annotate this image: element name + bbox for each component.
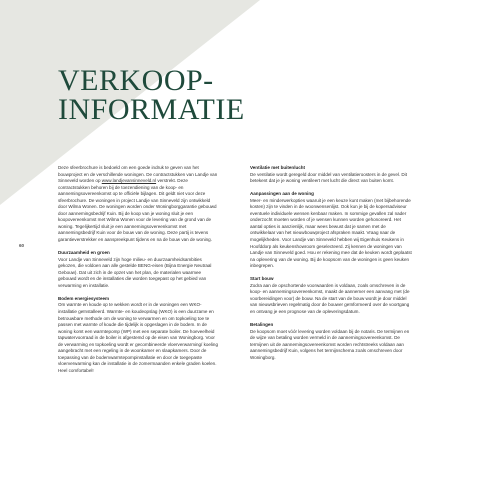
section-heading: Ventilatie met buitenlucht	[250, 165, 306, 170]
right-column	[250, 165, 412, 368]
section-betalingen	[250, 322, 412, 361]
section-body: Zodra aan de opschortende voorwaarden is voldaan, zoals omschreven in de koop- en aannemingsovereenkomst, maakt de aannemer een aanvang met (de voorbereidingen voor) de bouw. Na de start van de bouw wordt je door middel van nieuwsbrieven regelmatig door de bouwer geïnformeerd over de voortgang en ontvang je een prognose van de opleveringsdatum.	[250, 282, 410, 315]
section-heading: Duurzaamheid en groen	[58, 250, 110, 256]
section-duurzaamheid	[58, 250, 220, 289]
section-body: Voor Landje van Sinneveld zijn hoge milieu- en duurzaamheidsambities gekozen, die voldoen aan alle gestelde BENG-eisen (Bijna Energie Neutraal Gebouw). Dat uit zich in de opzet van het plan, de materialen waarmee gebouwd wordt en de installaties die worden toegepast op het gebied van verwarming en installatie.	[58, 256, 212, 288]
website-link[interactable]: www.landjevansinneveld.nl	[101, 178, 157, 184]
section-aanpassingen	[250, 191, 412, 270]
intro-text-after-link: verstrekt. Deze contractstukken behoren bij de toezendiening van de koop- en aannemingsovereenkomst op te officiële bijlagen. Dit geldt niet voor deze sfeerbrochure. De woningen in project Landje van Sinneveld zijn ontwikkeld door Wilma Wonen. De woningen worden onder Woningborggarantie gebouwd door aannemingsbedrijf Kuin. Bij de koop van je woning sluit je een koopovereenkomst met Wilma Wonen voor de levering van de grond van de woning. Tegelijkertijd sluit je een aannemingsovereenkomst met aannemingsbedrijf Kuin voor de bouw van de woning. Deze partij is tevens garantieverstrekker en aanspreekpunt tijdens en na de bouw van de woning.	[58, 178, 217, 243]
page-title	[58, 66, 245, 124]
section-body: De koopsom moet vóór levering worden voldaan bij de notaris. De termijnen en de wijze van betaling worden vermeld in de aannemingsovereenkomst. De termijnen uit de aannemingsovereenkomst worden rechtstreeks voldaan aan aannemingsbedrijf Kuin, volgens het termijnschema zoals omschreven door Woningborg.	[250, 328, 410, 360]
section-ventilatie	[250, 165, 412, 185]
section-heading: Bodem energiesysteem	[58, 295, 110, 301]
left-column	[58, 165, 220, 381]
section-body: Meer- en minderwerkopties waaruit je een keuze kunt maken (met bijbehorende kosten) zijn te vinden in de woonwensenlijst. Ook kun je bij de kopersadviseur eventuele individuele wensen kenbaar maken. In sommige gevallen zal nader onderzocht moeten worden of je wensen kunnen worden gehonoreerd. Het aantal opties is aanzienlijk, maar wees bewust dat je samen met de ontwikkelaar van het nieuwbouwproject afspraken maakt. Vraag naar de mogelijkheden. Voor Landje van Sinneveld hebben wij Eigenhuis Keukens in Hoofddorp als keukenshowroom geselecteerd. Zij kennen de woningen van Landje van Sinneveld goed. Hou er rekening mee dat de keuken wordt geplaatst na oplevering van de woning. Bij de koopsom van de woningen is geen keuken inbegrepen.	[250, 197, 412, 269]
section-body: De ventilatie wordt geregeld door middel van ventilatieroosters in de gevel. Dit betekent dat je je woning ventileert met lucht die direct van buiten komt.	[250, 171, 407, 184]
section-heading: Betalingen	[250, 322, 274, 328]
title-line-2: INFORMATIE	[58, 93, 245, 126]
title-line-1: VERKOOP-	[58, 64, 214, 97]
section-bodem-energiesysteem	[58, 296, 220, 375]
page-number: 60	[19, 243, 25, 248]
section-body: Om warmte en koude op te wekken wordt er in de woningen een WKO-installatie geïnstalleerd. Warmte- en koudeopslag (WKO) is een duurzame en betrouwbare methode om de woning te verwarmen en om topkoeling toe te passen met warmte of koude die tijdelijk is opgeslagen in de bodem. In de woning komt een warmtepomp (WP) met een separate boiler. De hoeveelheid tapwatervoorraad in de boiler is afgestemd op de eisen van Woningborg. Voor de verwarming en topkoeling wordt er gecombineerde vloerverwarming/ koeling aangebracht met een regeling in de woonkamer en slaapkamers. Door de toepassing van de bodemwarmtepompinstallatie en door de toegepaste vloerverwarming kan de installatie in de zomermaanden enkele graden koelen. Heel comfortabel!	[58, 302, 218, 373]
section-heading: Aanpassingen aan de woning	[250, 191, 314, 197]
intro-text-before-link: Deze sfeerbrochure is bedoeld om een goede indruk te geven van het bouwproject en de verschillende woningen. De contractstukken van Landje van Sinneveld worden op	[58, 165, 218, 184]
section-start-bouw	[250, 276, 412, 315]
intro-paragraph	[58, 165, 220, 244]
section-heading: Start bouw	[250, 276, 274, 282]
